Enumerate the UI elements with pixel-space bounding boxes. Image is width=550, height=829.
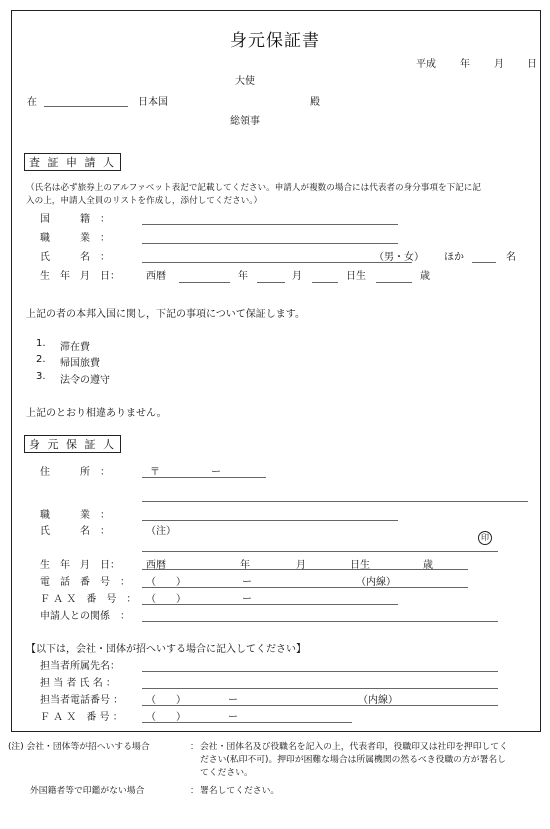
company-person-field[interactable]	[142, 688, 498, 689]
guarantor-relation-field[interactable]	[142, 621, 498, 622]
guarantor-born-label: 日生	[350, 560, 370, 571]
company-heading: 【以下は，会社・団体が招へいする場合に記入してください】	[26, 644, 306, 655]
applicant-note-line2: 入の上，申請人全員のリストを作成し，添付してください。）	[26, 196, 263, 206]
guarantor-fax-field[interactable]	[142, 604, 398, 605]
company-phone-field[interactable]	[142, 705, 498, 706]
ambassador-label: 大使	[235, 76, 255, 87]
applicant-others-label: ほか	[444, 252, 464, 263]
applicant-name-label: 氏 名 ：	[40, 252, 110, 263]
guarantor-phone-label: 電 話 番 号 ：	[40, 577, 130, 588]
item-1-number: 1.	[36, 338, 46, 349]
guarantor-occupation-label: 職 業 ：	[40, 510, 110, 521]
guarantor-address-field[interactable]	[142, 501, 528, 502]
applicant-dob-label: 生 年 月 日：	[40, 271, 120, 282]
consul-label: 総領事	[230, 116, 260, 127]
applicant-persons-label: 名	[506, 252, 516, 263]
guarantor-phone-field[interactable]	[142, 587, 468, 588]
guarantor-dob-label: 生 年 月 日：	[40, 560, 120, 571]
guarantor-address-label: 住 所 ：	[40, 467, 110, 478]
company-fax-label: Ｆ Ａ Ｘ 番 号 ：	[40, 712, 123, 723]
company-fax-dash: ー	[228, 712, 238, 723]
item-1-text: 滞在費	[60, 342, 90, 353]
seal-mark: 印	[478, 531, 492, 545]
item-3-number: 3.	[36, 371, 46, 382]
guarantor-age-label: 歳	[423, 560, 433, 571]
guarantor-fax-label: Ｆ Ａ Ｘ 番 号 ：	[40, 594, 137, 605]
guarantor-western-label: 西暦	[146, 560, 166, 571]
guarantor-dob-field[interactable]	[142, 569, 468, 570]
note-1-colon: ：	[190, 742, 199, 752]
confirmation-text: 上記のとおり相違ありません。	[26, 408, 167, 419]
applicant-sex-label: （男・女）	[374, 252, 424, 263]
note-1-label: (注) 会社・団体等が招へいする場合	[8, 742, 150, 752]
applicant-nationality-label: 国 籍 ：	[40, 214, 110, 225]
guarantor-month-label: 月	[296, 560, 306, 571]
guarantor-name-label: 氏 名 ：	[40, 526, 110, 537]
guarantor-name-note: （注）	[146, 526, 176, 537]
applicant-note-line1: （氏名は必ず旅券上のアルファベット表記で記載してください。申請人が複数の場合には代表者の身分事項を下記に記	[26, 183, 481, 193]
page-title: 身元保証書	[230, 31, 320, 51]
guarantor-fax-areacode: （ ）	[146, 594, 186, 605]
guarantor-year-label: 年	[240, 560, 250, 571]
note-1-text-line3: てください。	[200, 768, 253, 778]
note-2-label: 外国籍者等で印鑑がない場合	[30, 786, 145, 796]
applicant-count-field[interactable]	[472, 262, 496, 263]
country-label: 日本国	[138, 97, 168, 108]
postal-dash: ー	[211, 467, 221, 478]
guarantee-statement: 上記の者の本邦入国に関し，下記の事項について保証します。	[26, 309, 305, 320]
applicant-age-label: 歳	[420, 271, 430, 282]
applicant-western-label: 西暦	[146, 271, 166, 282]
applicant-dob-year-field[interactable]	[179, 282, 230, 283]
applicant-occupation-label: 職 業 ：	[40, 233, 110, 244]
applicant-name-field[interactable]	[142, 262, 412, 263]
date-month: 月	[494, 59, 504, 70]
guarantor-name-field[interactable]	[142, 551, 498, 552]
guarantor-phone-dash: ー	[242, 577, 252, 588]
applicant-age-field[interactable]	[376, 282, 412, 283]
guarantor-phone-areacode: （ ）	[146, 577, 186, 588]
applicant-occupation-field[interactable]	[142, 243, 398, 244]
guarantor-relation-label: 申請人との関係 ：	[40, 611, 130, 622]
applicant-dob-day-field[interactable]	[312, 282, 338, 283]
note-1-text-line1: 会社・団体名及び役職名を記入の上，代表者印，役職印又は社印を押印してく	[200, 742, 508, 752]
applicant-month-label: 月	[292, 271, 302, 282]
location-field[interactable]	[44, 106, 128, 107]
note-2-text: 署名してください。	[200, 786, 280, 796]
at-label: 在	[27, 97, 37, 108]
guarantor-phone-extension: （内線）	[356, 577, 396, 588]
date-era: 平成	[416, 59, 436, 70]
honorific-label: 殿	[310, 97, 320, 108]
company-phone-areacode: （ ）	[146, 695, 186, 706]
guarantor-fax-dash: ー	[242, 594, 252, 605]
postal-mark: 〒	[150, 467, 160, 478]
item-3-text: 法令の遵守	[60, 375, 110, 386]
company-phone-dash: ー	[228, 695, 238, 706]
company-dept-label: 担当者所属先名：	[40, 661, 120, 672]
note-2-colon: ：	[190, 786, 199, 796]
company-fax-areacode: （ ）	[146, 712, 186, 723]
company-phone-extension: （内線）	[358, 695, 398, 706]
applicant-year-label: 年	[238, 271, 248, 282]
item-2-text: 帰国旅費	[60, 358, 100, 369]
guarantor-heading: 身 元 保 証 人	[24, 435, 121, 453]
company-fax-field[interactable]	[142, 722, 352, 723]
applicant-heading: 査 証 申 請 人	[24, 153, 121, 171]
date-day: 日	[527, 59, 537, 70]
company-phone-label: 担当者電話番号 ：	[40, 695, 124, 706]
applicant-born-label: 日生	[346, 271, 366, 282]
company-person-label: 担 当 者 氏 名 ：	[40, 678, 116, 689]
date-year: 年	[460, 59, 470, 70]
note-1-text-line2: ださい(私印不可)。押印が困難な場合は所属機関の然るべき役職の方が署名し	[200, 755, 506, 765]
postal-code-field[interactable]	[142, 477, 266, 478]
guarantor-occupation-field[interactable]	[142, 520, 398, 521]
company-dept-field[interactable]	[142, 671, 498, 672]
item-2-number: 2.	[36, 354, 46, 365]
applicant-dob-month-field[interactable]	[257, 282, 285, 283]
applicant-nationality-field[interactable]	[142, 224, 398, 225]
